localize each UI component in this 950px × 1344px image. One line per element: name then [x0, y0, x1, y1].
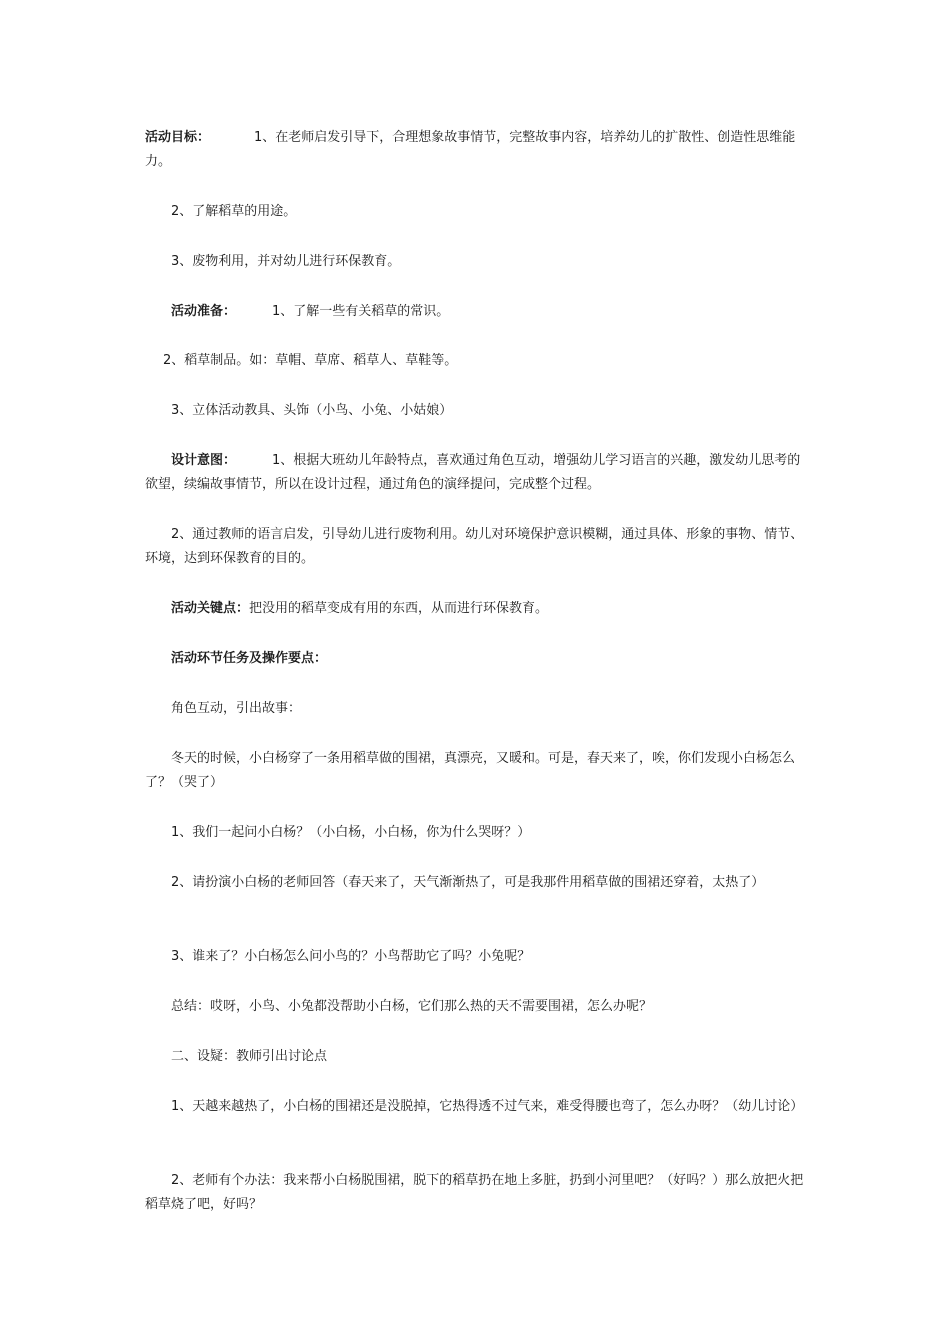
key-point-label: 活动关键点：: [171, 601, 250, 616]
question-3: 3、谁来了？小白杨怎么问小鸟的？小鸟帮助它了吗？小兔呢？: [171, 949, 531, 964]
design-paragraph: [145, 449, 809, 497]
goals-label: 活动目标：: [145, 130, 211, 145]
preparation-paragraph: [145, 300, 809, 324]
question-2: 2、请扮演小白杨的老师回答（春天来了，天气渐渐热了，可是我那件用稻草做的围裙还穿着，太热了）: [171, 875, 765, 890]
preparation-item-2: 2、稻草制品。如：草帽、草席、稻草人、草鞋等。: [163, 353, 458, 368]
goals-item-2: 2、了解稻草的用途。: [171, 204, 297, 219]
design-item-2: 2、通过教师的语言启发，引导幼儿进行废物利用。幼儿对环境保护意识模糊，通过具体、形象的事物、情节、环境，达到环保教育的目的。: [145, 527, 804, 566]
design-label: 设计意图：: [171, 453, 237, 468]
discussion-1: 1、天越来越热了，小白杨的围裙还是没脱掉，它热得透不过气来，难受得腰也弯了，怎么办呀？（幼儿讨论）: [171, 1099, 804, 1114]
steps-heading: 活动环节任务及操作要点：: [171, 651, 328, 666]
question-1: 1、我们一起问小白杨？（小白杨，小白杨，你为什么哭呀？）: [171, 825, 531, 840]
discussion-2: 2、老师有个办法：我来帮小白杨脱围裙，脱下的稻草扔在地上多脏，扔到小河里吧？（好吗？）那么放把火把稻草烧了吧，好吗？: [145, 1173, 804, 1212]
key-point-text: 把没用的稻草变成有用的东西，从而进行环保教育。: [249, 601, 549, 616]
preparation-item-1: 1、了解一些有关稻草的常识。: [272, 304, 450, 319]
story-paragraph: 冬天的时候，小白杨穿了一条用稻草做的围裙，真漂亮，又暖和。可是，春天来了，唉，你们发现小白杨怎么了？（哭了）: [145, 751, 796, 790]
key-point-paragraph: [145, 597, 809, 621]
preparation-label: 活动准备：: [171, 304, 237, 319]
steps-intro: 角色互动，引出故事：: [171, 701, 302, 716]
section-2-heading: 二、设疑：教师引出讨论点: [171, 1049, 328, 1064]
summary-paragraph: 总结：哎呀，小鸟、小兔都没帮助小白杨，它们那么热的天不需要围裙，怎么办呢？: [171, 999, 653, 1014]
preparation-item-3: 3、立体活动教具、头饰（小鸟、小兔、小姑娘）: [171, 403, 453, 418]
goals-paragraph: [145, 126, 809, 174]
design-item-1: 1、根据大班幼儿年龄特点，喜欢通过角色互动，增强幼儿学习语言的兴趣，激发幼儿思考的欲望，续编故事情节，所以在设计过程，通过角色的演绎提问，完成整个过程。: [145, 453, 801, 492]
goals-item-3: 3、废物利用，并对幼儿进行环保教育。: [171, 254, 401, 269]
goals-item-1: 1、在老师启发引导下，合理想象故事情节，完整故事内容，培养幼儿的扩散性、创造性思维能力。: [145, 130, 796, 169]
